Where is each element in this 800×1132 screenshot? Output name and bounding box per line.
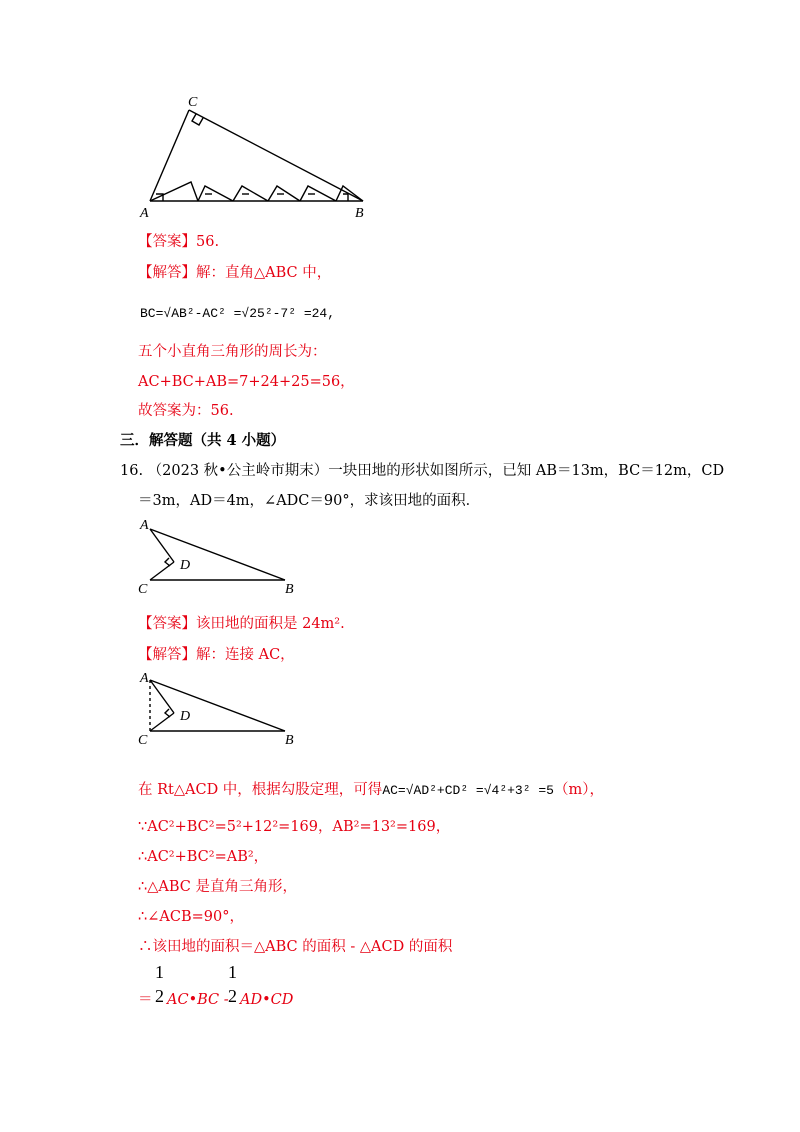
- answer-line: [138, 232, 219, 252]
- step-2: ∵AC²+BC²=5²+12²=169，AB²=13²=169，: [138, 819, 451, 835]
- question-stem-1: 一块田地的形状如图所示，已知 AB＝13m，BC＝12m，CD: [328, 463, 725, 479]
- step-4: ∴△ABC 是直角三角形，: [138, 879, 297, 895]
- label-c: C: [138, 733, 148, 748]
- frac2-den: 2: [228, 986, 237, 1006]
- step-7-term1: AC•BC -: [167, 992, 229, 1008]
- label-c: C: [188, 95, 198, 110]
- label-b: B: [285, 582, 294, 597]
- solution-label: 【解答】: [138, 265, 196, 281]
- question-source: （2023 秋•公主岭市期末）: [147, 463, 329, 479]
- label-b: B: [285, 733, 294, 748]
- frac1-den: 2: [155, 986, 164, 1006]
- step-1-formula: AC=√AD²+CD² =√4²+3² =5: [382, 783, 554, 798]
- step-1-text: 在 Rt△ACD 中，根据勾股定理，可得: [138, 782, 383, 798]
- step-6: ∴该田地的面积＝△ABC 的面积 - △ACD 的面积: [138, 939, 453, 955]
- label-d: D: [180, 558, 191, 573]
- frac1-num: 1: [155, 962, 164, 982]
- conclusion: 故答案为：56.: [138, 403, 234, 419]
- step-7-eq: ＝: [138, 992, 153, 1008]
- solution-label: 【解答】: [138, 647, 196, 663]
- step-7-term2: AD•CD: [240, 992, 294, 1008]
- solution-intro: 解：直角△ABC 中，: [196, 265, 332, 281]
- label-a: A: [140, 206, 149, 221]
- question-stem-2: ＝3m，AD＝4m，∠ADC＝90°，求该田地的面积．: [138, 493, 481, 509]
- step-1: [138, 780, 604, 801]
- question-16-line1: [120, 461, 724, 481]
- field-figure-connected: [130, 666, 310, 751]
- solution-intro: 解：连接 AC，: [196, 647, 295, 663]
- field-figure: [130, 515, 310, 600]
- label-b: B: [355, 206, 364, 221]
- section-heading: 三．解答题（共 4 小题）: [120, 432, 286, 449]
- label-a: A: [140, 518, 149, 533]
- step-3: ∴AC²+BC²=AB²，: [138, 849, 269, 865]
- question-number: 16.: [120, 463, 144, 479]
- solution-line: [138, 263, 331, 283]
- perimeter-intro: 五个小直角三角形的周长为：: [138, 344, 327, 360]
- answer-label: 【答案】: [138, 234, 196, 250]
- step-5: ∴∠ACB=90°，: [138, 909, 244, 925]
- step-1-unit: （m），: [553, 782, 604, 798]
- answer-value: 56.: [196, 234, 220, 250]
- label-a: A: [140, 671, 149, 686]
- bc-formula: BC=√AB²-AC² =√25²-7² =24,: [140, 306, 336, 321]
- answer-label: 【答案】: [138, 616, 196, 632]
- label-d: D: [180, 709, 191, 724]
- solution-line-16: [138, 645, 295, 665]
- perimeter-calc: AC+BC+AB=7+24+25=56，: [138, 374, 355, 390]
- triangle-staircase-figure: [130, 90, 380, 225]
- frac2-num: 1: [228, 962, 237, 982]
- label-c: C: [138, 582, 148, 597]
- answer-value: 该田地的面积是 24m².: [196, 616, 345, 632]
- answer-line-16: [138, 614, 345, 634]
